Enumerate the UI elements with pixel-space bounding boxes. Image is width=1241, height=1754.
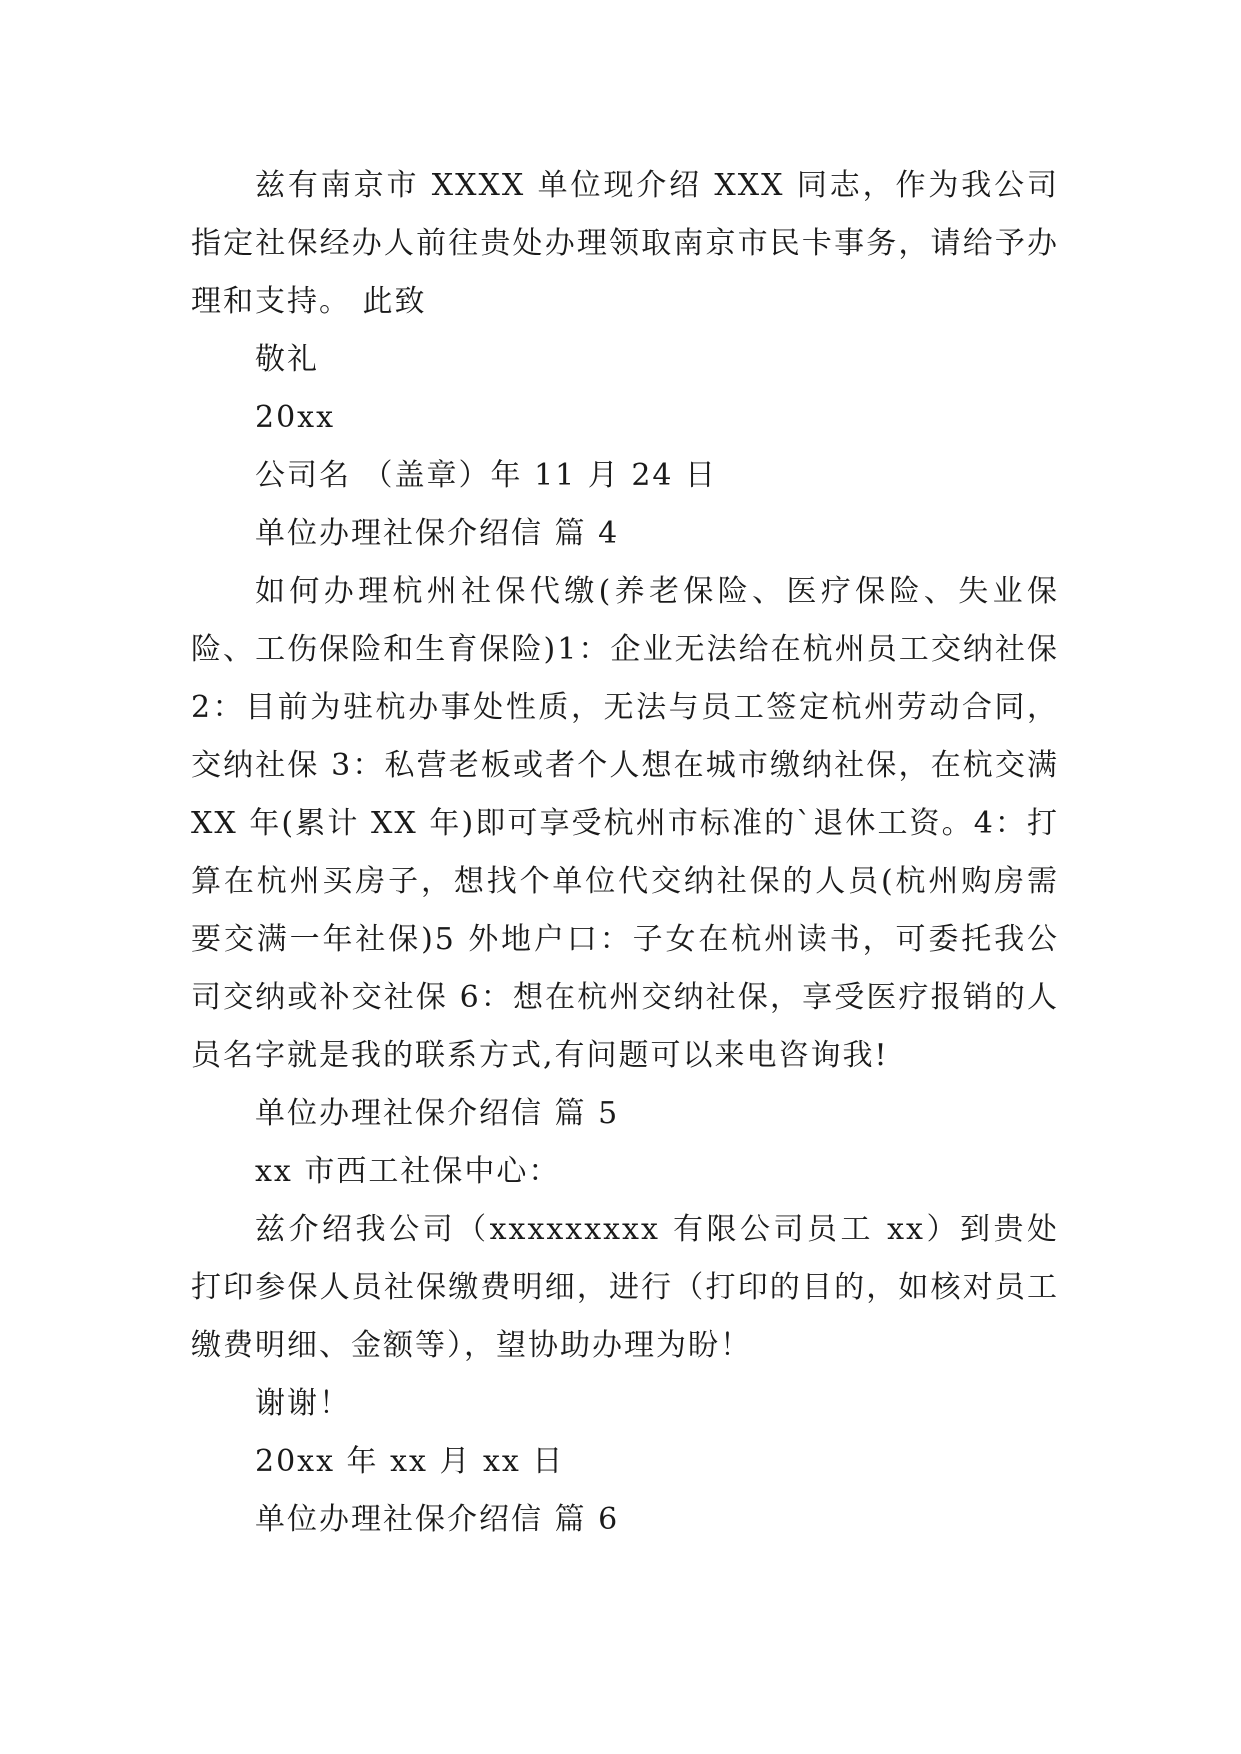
year-line: 20xx: [255, 400, 336, 435]
intro-paragraph: 兹有南京市 XXXX 单位现介绍 XXX 同志，作为我公司指定社保经办人前往贵处办理领取南京市民卡事务，请给予办理和支持。 此致: [191, 168, 1059, 319]
thanks-line: 谢谢！: [255, 1386, 351, 1421]
recipient-line: xx 市西工社保中心：: [255, 1154, 561, 1189]
section-heading-6: 单位办理社保介绍信 篇 6: [255, 1502, 620, 1537]
section-heading-4: 单位办理社保介绍信 篇 4: [255, 516, 620, 551]
section-heading-5: 单位办理社保介绍信 篇 5: [255, 1096, 620, 1131]
date-line: 20xx 年 xx 月 xx 日: [255, 1444, 565, 1479]
salutation-regards: 敬礼: [255, 342, 319, 377]
document-body: [191, 157, 1059, 1549]
introduction-request-paragraph: 兹介绍我公司（xxxxxxxxx 有限公司员工 xx）到贵处打印参保人员社保缴费明细，进行（打印的目的，如核对员工缴费明细、金额等），望协助办理为盼！: [191, 1212, 1059, 1363]
hangzhou-social-security-paragraph: 如何办理杭州社保代缴(养老保险、医疗保险、失业保险、工伤保险和生育保险)1：企业无法给在杭州员工交纳社保 2：目前为驻杭办事处性质，无法与员工签定杭州劳动合同，交纳社保 3：私营老板或者个人想在城市缴纳社保，在杭交满 XX 年(累计 XX 年)即可享受杭州市标准的`退休工资。4：打算在杭州买房子，想找个单位代交纳社保的人员(杭州购房需要交满一年社保)5 外地户口：子女在杭州读书，可委托我公司交纳或补交社保 6：想在杭州交纳社保，享受医疗报销的人员名字就是我的联系方式,有问题可以来电咨询我!: [191, 574, 1059, 1073]
company-stamp-date-line: 公司名 （盖章）年 11 月 24 日: [255, 458, 718, 493]
